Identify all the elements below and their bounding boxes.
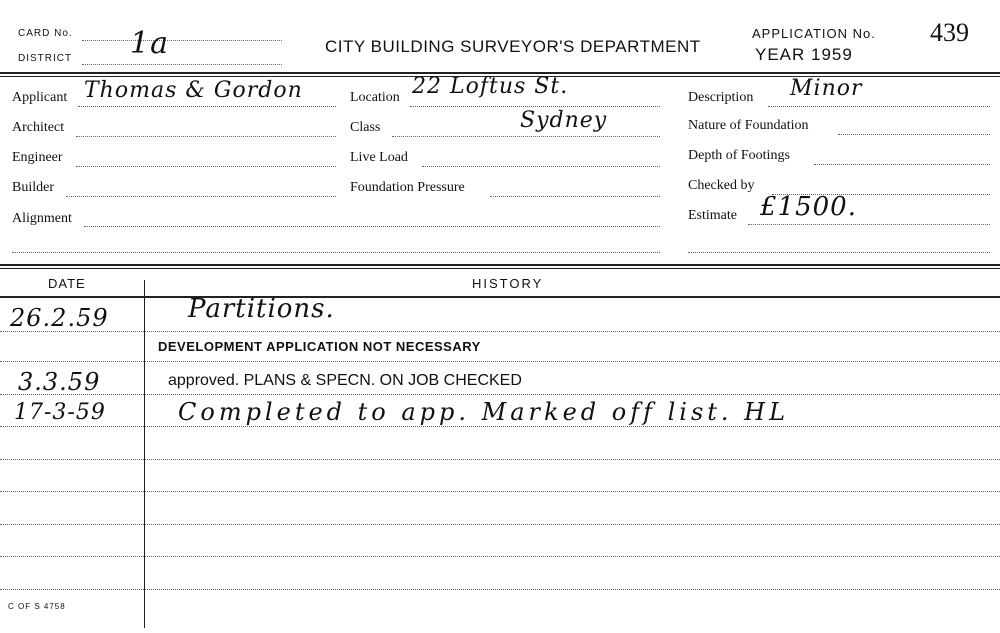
live-load-line bbox=[422, 166, 660, 167]
row-2-history: DEVELOPMENT APPLICATION NOT NECESSARY bbox=[158, 339, 481, 354]
depth-line bbox=[814, 164, 990, 165]
table-top-rule-thin bbox=[0, 268, 1000, 269]
date-header: DATE bbox=[48, 276, 86, 291]
class-label: Class bbox=[350, 120, 381, 135]
table-column-divider bbox=[144, 280, 145, 628]
history-header: HISTORY bbox=[472, 276, 544, 291]
application-label: APPLICATION No. bbox=[752, 26, 876, 41]
alignment-label: Alignment bbox=[12, 211, 72, 226]
table-line bbox=[0, 394, 1000, 395]
row-1-date: 26.2.59 bbox=[10, 304, 109, 332]
checked-label: Checked by bbox=[688, 178, 755, 193]
table-line bbox=[0, 331, 1000, 332]
alignment-line-2 bbox=[12, 252, 660, 253]
foundation-pressure-line bbox=[490, 196, 660, 197]
card-no-line bbox=[82, 40, 282, 41]
form-code: C OF S 4758 bbox=[8, 602, 66, 611]
foundation-pressure-label: Foundation Pressure bbox=[350, 180, 465, 195]
alignment-line bbox=[84, 226, 660, 227]
class-line bbox=[392, 136, 660, 137]
applicant-value: Thomas & Gordon bbox=[84, 78, 303, 103]
row-4-date: 17-3-59 bbox=[14, 400, 106, 425]
table-line bbox=[0, 491, 1000, 492]
description-value: Minor bbox=[790, 76, 863, 101]
estimate-value: £1500. bbox=[760, 192, 857, 222]
table-line bbox=[0, 426, 1000, 427]
estimate-line-2 bbox=[688, 252, 990, 253]
builder-line bbox=[66, 196, 336, 197]
table-line bbox=[0, 361, 1000, 362]
architect-label: Architect bbox=[12, 120, 65, 135]
location-value-2: Sydney bbox=[520, 108, 608, 133]
page-title: CITY BUILDING SURVEYOR'S DEPARTMENT bbox=[325, 37, 701, 56]
year-label: YEAR 1959 bbox=[755, 45, 853, 64]
description-label: Description bbox=[688, 90, 754, 105]
depth-label: Depth of Footings bbox=[688, 148, 790, 163]
table-header-rule bbox=[0, 296, 1000, 298]
row-4-history: Completed to app. Marked off list. HL bbox=[178, 398, 790, 426]
estimate-label: Estimate bbox=[688, 208, 737, 223]
engineer-line bbox=[76, 166, 336, 167]
table-line bbox=[0, 459, 1000, 460]
engineer-label: Engineer bbox=[12, 150, 63, 165]
nature-label: Nature of Foundation bbox=[688, 118, 809, 133]
table-line bbox=[0, 556, 1000, 557]
table-top-rule bbox=[0, 264, 1000, 266]
location-line bbox=[410, 106, 660, 107]
nature-line bbox=[838, 134, 990, 135]
location-value-1: 22 Loftus St. bbox=[412, 74, 569, 99]
application-number: 439 bbox=[930, 18, 969, 47]
card-no-label: CARD No. bbox=[18, 28, 73, 39]
row-3-date: 3.3.59 bbox=[18, 368, 101, 396]
builder-label: Builder bbox=[12, 180, 54, 195]
table-line bbox=[0, 524, 1000, 525]
row-1-history: Partitions. bbox=[188, 294, 335, 324]
live-load-label: Live Load bbox=[350, 150, 408, 165]
architect-line bbox=[76, 136, 336, 137]
district-value: 1a bbox=[130, 26, 169, 61]
row-3-history: approved. PLANS & SPECN. ON JOB CHECKED bbox=[168, 372, 522, 389]
table-line bbox=[0, 589, 1000, 590]
district-label: DISTRICT bbox=[18, 53, 73, 64]
applicant-line bbox=[78, 106, 336, 107]
district-line bbox=[82, 64, 282, 65]
description-line bbox=[768, 106, 990, 107]
estimate-line bbox=[748, 224, 990, 225]
location-label: Location bbox=[350, 90, 400, 105]
applicant-label: Applicant bbox=[12, 90, 68, 105]
